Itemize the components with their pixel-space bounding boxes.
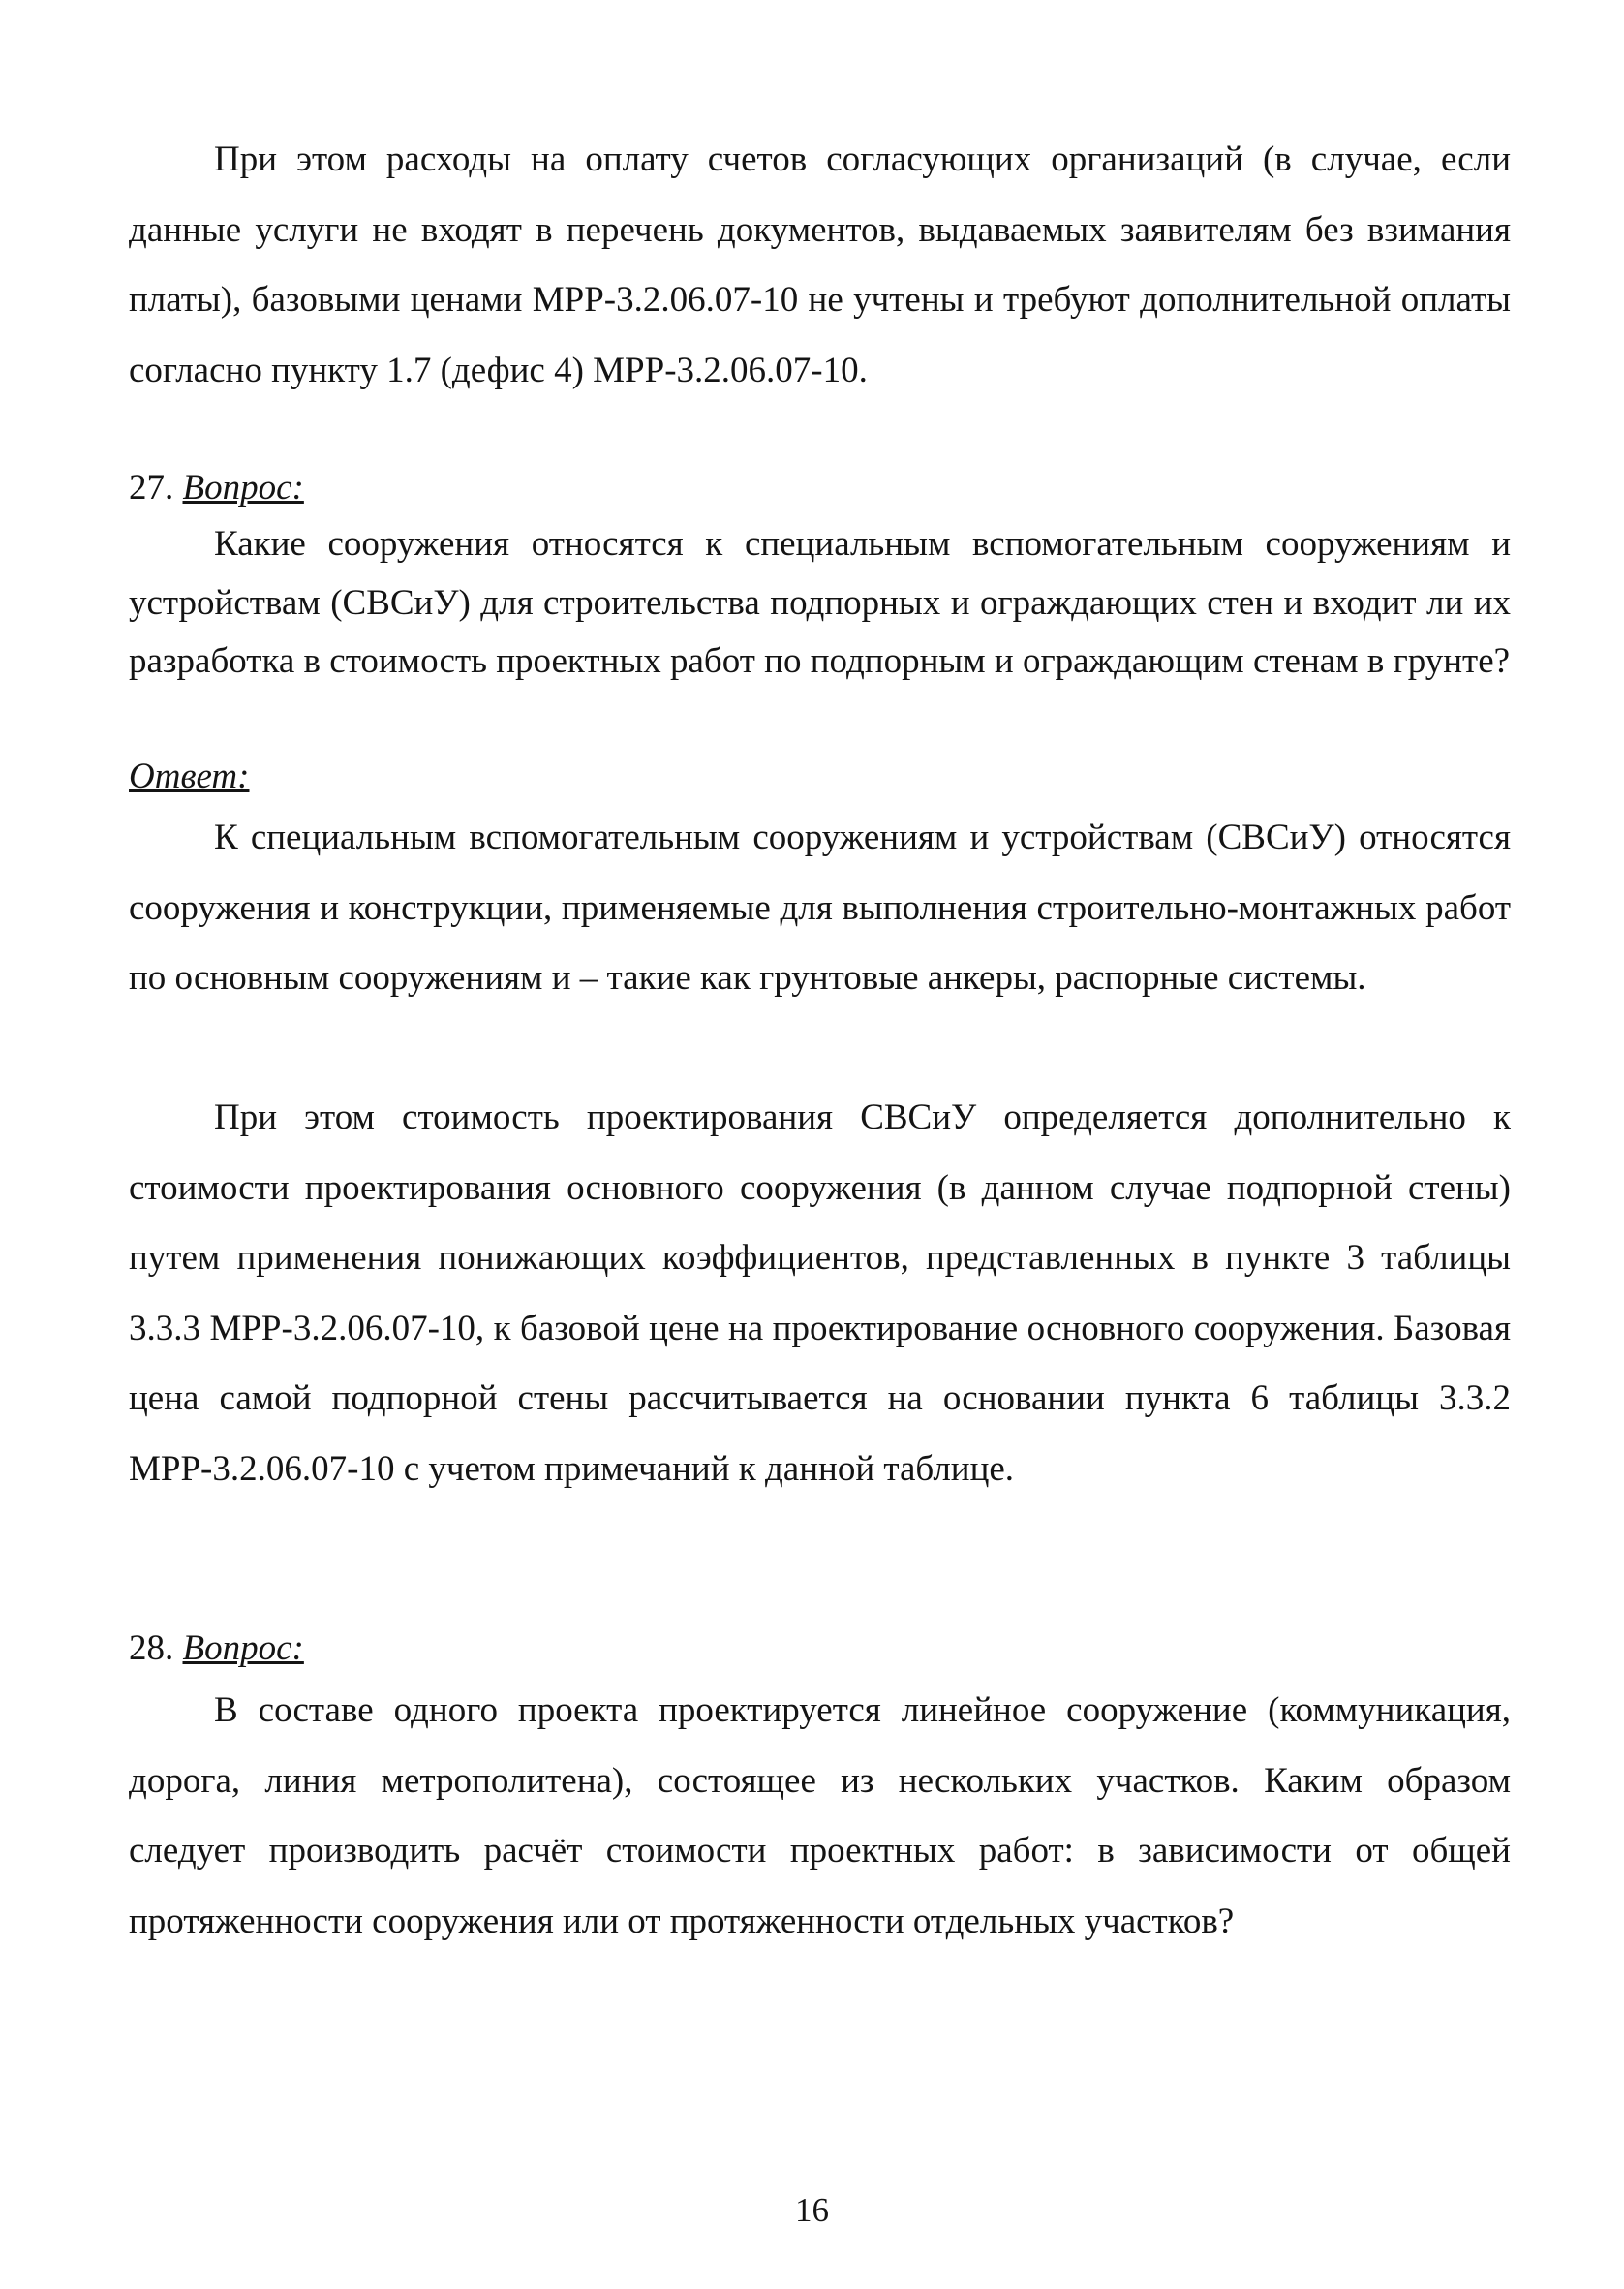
q27-answer-label: Ответ: [129, 757, 250, 796]
q27-answer-heading [129, 756, 249, 798]
q27-answer-paragraph-2: При этом стоимость проектирования СВСиУ определяется дополнительно к стоимости проектирования основного сооружения (в данном случае подпорной стены) путем применения понижающих коэффициентов, представленных в пункте 3 таблицы 3.3.3 МРР-3.2.06.07-10, к базовой цене на проектирование основного сооружения. Базовая цена самой подпорной стены рассчитывается на основании пункта 6 таблицы 3.3.2 МРР-3.2.06.07-10 с учетом примечаний к данной таблице. [129, 1098, 1511, 1489]
q27-heading [129, 467, 304, 510]
q27-answer-paragraph-1: К специальным вспомогательным сооружениям и устройствам (СВСиУ) относятся сооружения и конструкции, применяемые для выполнения строительно-монтажных работ по основным сооружениям и – такие как грунтовые анкеры, распорные системы. [129, 818, 1511, 998]
q27-number: 27. [129, 468, 174, 508]
q28-heading [129, 1627, 304, 1670]
intro-paragraph: При этом расходы на оплату счетов согласующих организаций (в случае, если данные услуги не входят в перечень документов, выдаваемых заявителям без взимания платы), базовыми ценами МРР-3.2.06.07-10 не учтены и требуют дополнительной оплаты согласно пункту 1.7 (дефис 4) МРР-3.2.06.07-10. [129, 139, 1511, 390]
page-number: 16 [795, 2191, 829, 2229]
q28-question-label: Вопрос: [182, 1628, 304, 1668]
q28-question-text: В составе одного проекта проектируется линейное сооружение (коммуникация, дорога, линия метрополитена), состоящее из нескольких участков. Каким образом следует производить расчёт стоимости проектных работ: в зависимости от общей протяженности сооружения или от протяженности отдельных участков? [129, 1690, 1511, 1941]
q28-number: 28. [129, 1628, 174, 1668]
q27-question-text: Какие сооружения относятся к специальным вспомогательным сооружениям и устройствам (СВСиУ) для строительства подпорных и ограждающих стен и входит ли их разработка в стоимость проектных работ по подпорным и ограждающим стенам в грунте? [129, 524, 1511, 681]
q27-question-label: Вопрос: [182, 468, 304, 508]
